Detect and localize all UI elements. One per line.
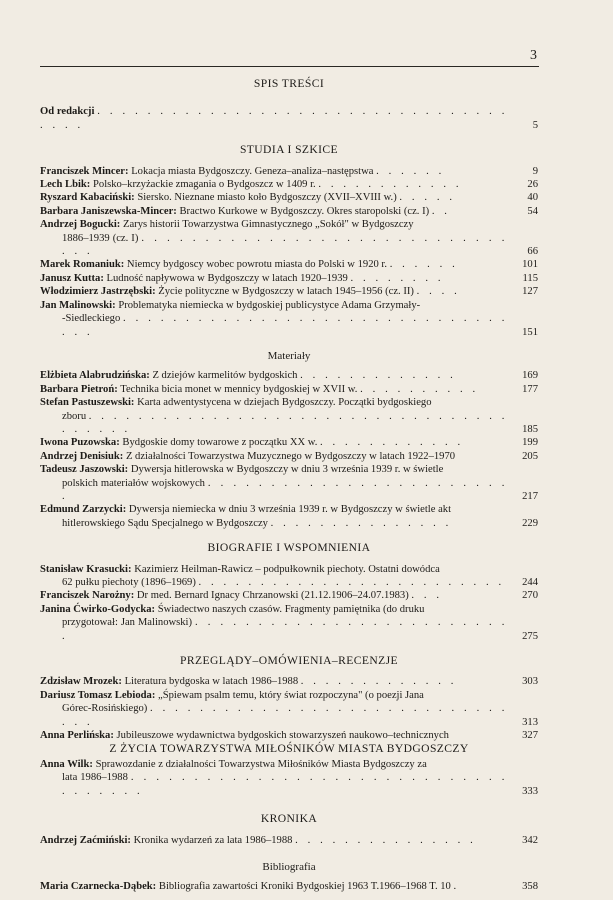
entry-leader-dots: . . . . . . . . . . . . . . . . . . . . . . . . .: [62, 477, 508, 502]
entry-author: Edmund Zarzycki:: [40, 504, 127, 516]
toc-entry: [40, 729, 538, 742]
entry-page: 358: [522, 881, 538, 893]
entry-title: Z działalności Towarzystwa Muzycznego w Bydgoszczy w latach 1922–1970: [125, 450, 456, 462]
entry-author: Elżbieta Alabrudzińska:: [40, 370, 150, 382]
entry-title: Bractwo Kurkowe w Bydgoszczy. Okres staropolski (cz. I): [179, 205, 430, 217]
entry-title-continuation: [40, 410, 508, 437]
toc-entry: [40, 880, 538, 893]
entry-title-continuation-text: przygotował: Jan Malinowski): [62, 617, 193, 629]
entry-page: 26: [527, 179, 538, 191]
toc-entry: [40, 758, 538, 798]
entry-title: Z dziejów karmelitów bydgoskich: [152, 370, 298, 382]
entries-zycie: [40, 758, 538, 798]
entry-page: 177: [522, 383, 538, 395]
toc-entry: [40, 450, 538, 463]
section-zycie: [40, 742, 538, 798]
entry-author: Dariusz Tomasz Lebioda:: [40, 689, 156, 701]
toc-entry: [40, 165, 538, 178]
toc-entry: [40, 396, 538, 436]
toc-entry: [40, 218, 538, 258]
entry-title-continuation-text: Górec-Rosińskiego): [62, 703, 148, 715]
entry-page: 270: [522, 590, 538, 602]
entry-page: 185: [522, 423, 538, 435]
entry-page: 333: [522, 785, 538, 797]
entry-title: Technika bicia monet w mennicy bydgoskiej w XVII w.: [120, 383, 358, 395]
entries-studia: [40, 165, 538, 339]
entry-leader-dots: . .: [431, 205, 451, 217]
entry-title-continuation: [40, 232, 508, 259]
section-heading-biografie: BIOGRAFIE I WSPOMNIENIA: [207, 541, 371, 555]
entry-author: Stanisław Krasucki:: [40, 563, 132, 575]
entry-leader-dots: . . . . . . . . . . . . . . . . . . . . . . . . . . . . . . . .: [62, 703, 508, 728]
entry-author: Maria Czarnecka-Dąbek:: [40, 881, 157, 893]
entries-bibliografia: [40, 880, 538, 893]
toc-entry: [40, 603, 538, 643]
entry-leader-dots: . . . . .: [399, 192, 456, 204]
entry-author: Janusz Kutta:: [40, 272, 104, 284]
entry-author: Barbara Janiszewska-Mincer:: [40, 205, 177, 217]
entry-leader-dots: . . . . . . . . . . . . . . .: [295, 834, 477, 846]
section-bibliografia: [40, 861, 538, 894]
entry-page: 275: [522, 630, 538, 642]
toc-entry-intro: [40, 105, 538, 132]
toc-entry: [40, 383, 538, 396]
entry-title-continuation: [40, 477, 508, 504]
entry-leader-dots: . . . . . . . . . . . . . . . . . . . . . . . . . .: [62, 617, 508, 642]
entry-author: Włodzimierz Jastrzębski:: [40, 286, 156, 298]
entry-leader-dots: . . . . . . . . . .: [360, 383, 479, 395]
entry-page: 5: [532, 119, 538, 131]
section-przeglady: [40, 654, 538, 742]
section-heading-materialy: Materiały: [267, 349, 311, 362]
toc-entry: [40, 285, 538, 298]
toc-entry: [40, 463, 538, 503]
entry-title-continuation-text: 62 pułku piechoty (1896–1969): [62, 577, 196, 588]
entry-page: 342: [522, 834, 538, 846]
entry-author: Anna Perlińska:: [40, 730, 114, 742]
entry-title-continuation: [40, 616, 508, 643]
entry-author: Zdzisław Mrozek:: [40, 676, 122, 688]
entry-title: Literatura bydgoska w latach 1986–1988: [124, 676, 299, 688]
entry-title: Dr med. Bernard Ignacy Chrzanowski (21.12.1906–24.07.1983): [136, 590, 409, 602]
entry-title: Kronika wydarzeń za lata 1986–1988: [133, 834, 293, 846]
entry-leader-dots: . . . . . .: [389, 259, 459, 271]
entry-title: Siersko. Nieznane miasto koło Bydgoszczy (XVII–XVIII w.): [137, 192, 397, 204]
toc-entry: [40, 178, 538, 191]
toc-entry: [40, 503, 538, 530]
entry-title-continuation-text: -Siedleckiego: [62, 313, 121, 325]
section-heading-kronika: KRONIKA: [260, 812, 318, 826]
entry-leader-dots: . . . .: [416, 286, 461, 298]
entry-page: 313: [522, 716, 538, 728]
entry-title-continuation-text: 1886–1939 (cz. I): [62, 232, 139, 244]
entry-author: Tadeusz Jaszowski:: [40, 464, 129, 476]
entry-leader-dots: . . . . . . . . . . . . .: [300, 676, 458, 688]
entry-author: Andrzej Denisiuk:: [40, 450, 124, 462]
entry-leader-dots: . . . . . . . . . . . . . . . . . . . . . . . . . . . . . . . . . . . . . . . .: [62, 410, 508, 435]
entry-title-continuation: [40, 517, 508, 530]
entry-title: Dywersja hitlerowska w Bydgoszczy w dniu 3 września 1939 r. w świetle: [130, 464, 444, 476]
entry-title: Ludność napływowa w Bydgoszczy w latach 1920–1939: [106, 272, 348, 284]
entry-leader-dots: . . . . . . . . . . . .: [320, 437, 464, 449]
entry-page: 169: [522, 370, 538, 382]
entry-author: Andrzej Bogucki:: [40, 219, 121, 231]
toc-entry: [40, 436, 538, 449]
section-heading-bibliografia: Bibliografia: [262, 860, 316, 873]
toc-entry: [40, 834, 538, 847]
entry-title-continuation: [40, 312, 508, 339]
entry-page: 9: [532, 165, 538, 177]
section-materialy: [40, 350, 538, 530]
entry-title: Sprawozdanie z działalności Towarzystwa Miłośników Miasta Bydgoszczy za: [95, 758, 427, 770]
toc-entry: [40, 272, 538, 285]
entry-leader-dots: . . . . . . . . . . . . . . . . . . . . . . . . . . . . . . . . . .: [62, 313, 508, 338]
entries-biografie: [40, 563, 538, 643]
entry-title: Jubileuszowe wydawnictwa bydgoskich stowarzyszeń naukowo–technicznych: [116, 730, 449, 742]
entry-label: Od redakcji: [40, 106, 95, 118]
section-heading-studia: STUDIA I SZKICE: [239, 143, 339, 157]
section-heading-zycie: Z ŻYCIA TOWARZYSTWA MIŁOŚNIKÓW MIASTA BYDGOSZCZY: [109, 742, 469, 756]
entry-author: Franciszek Narożny:: [40, 590, 135, 602]
entry-author: Ryszard Kabaciński:: [40, 192, 135, 204]
entry-author: Janina Ćwirko-Godycka:: [40, 603, 156, 615]
section-heading-przeglady: PRZEGLĄDY–OMÓWIENIA–RECENZJE: [180, 654, 398, 668]
entry-author: Andrzej Zaćmiński:: [40, 834, 131, 846]
entry-page: 205: [522, 450, 538, 462]
entry-leader-dots: . . . . . . . . . . . . . . . . . . . . . . . . . . . . . . . . . . . . .: [62, 772, 508, 797]
entry-title: Karta adwentystycena w dziejach Bydgoszczy. Początki bydgoskiego: [137, 397, 432, 409]
header-rule: [40, 66, 539, 67]
entry-page: 101: [522, 259, 538, 271]
toc-entry: [40, 369, 538, 382]
entry-page: 54: [527, 205, 538, 217]
entry-title-continuation-text: hitlerowskiego Sądu Specjalnego w Bydgoszczy: [62, 517, 268, 529]
entry-leader-dots: . . . . . . . . . . . . . . . . . . . . . . . . .: [198, 577, 505, 588]
entry-title: Kazimierz Heilman-Rawicz – podpułkownik piechoty. Ostatni dowódca: [134, 563, 440, 575]
section-studia: [40, 143, 538, 339]
entry-page: 127: [522, 286, 538, 298]
entry-author: Iwona Puzowska:: [40, 437, 120, 449]
entry-leader-dots: . . . . . . . . . . . . . . .: [270, 517, 452, 529]
toc-entry: [40, 563, 538, 590]
entry-title-continuation: [40, 771, 508, 798]
entry-author: Marek Romaniuk:: [40, 259, 125, 271]
entry-leader-dots: . . . . . . . . . . . . . . . . . . . . . . . . . . . . . . . .: [62, 232, 508, 258]
section-biografie: [40, 541, 538, 643]
entry-author: Stefan Pastuszewski:: [40, 397, 135, 409]
entry-leader-dots: . . . . . . . . . . . . . . . . . . . . . . . . . . . . . . . . . . . . .: [40, 106, 508, 131]
toc-title: SPIS TREŚCI: [253, 77, 325, 90]
toc-entry: [40, 689, 538, 729]
entry-title-continuation-text: polskich materiałów wojskowych: [62, 477, 205, 489]
toc-entry: [40, 299, 538, 339]
entry-title: Świadectwo naszych czasów. Fragmenty pamiętnika (do druku: [157, 603, 425, 615]
entry-title: Życie polityczne w Bydgoszczy w latach 1945–1956 (cz. II): [158, 286, 414, 298]
entry-page: 151: [522, 326, 538, 338]
entry-title: Dywersja niemiecka w dniu 3 września 1939 r. w Bydgoszczy w świetle akt: [128, 504, 452, 516]
toc-entry: [40, 675, 538, 688]
toc-entry: [40, 258, 538, 271]
entry-leader-dots: . . . . . . . .: [350, 272, 445, 284]
table-of-contents: [40, 77, 538, 894]
entry-leader-dots: . . . . . . . . . . . . .: [300, 370, 457, 382]
entry-page: 229: [522, 517, 538, 529]
entry-page: 217: [522, 490, 538, 502]
toc-entry: [40, 205, 538, 218]
entry-page: 327: [522, 730, 538, 742]
entry-author: Lech Lbik:: [40, 179, 91, 191]
entry-title-continuation: [40, 702, 508, 729]
entry-title-continuation-text: lata 1986–1988: [62, 772, 128, 784]
entry-title: Niemcy bydgoscy wobec powrotu miasta do Polski w 1920 r.: [126, 259, 388, 271]
entries-materialy: [40, 369, 538, 530]
section-kronika: [40, 812, 538, 847]
entry-title-continuation: [40, 576, 508, 589]
entry-title: Lokacja miasta Bydgoszczy. Geneza–analiza–następstwa: [131, 165, 374, 177]
entry-author: Barbara Pietroń:: [40, 383, 118, 395]
entry-leader-dots: . . . . . . . . . . . .: [318, 179, 463, 191]
entry-author: Jan Malinowski:: [40, 299, 116, 311]
entry-author: Anna Wilk:: [40, 758, 93, 770]
entry-page: 115: [522, 272, 538, 284]
entry-leader-dots: . . .: [411, 590, 443, 602]
entry-page: 244: [522, 577, 538, 588]
entry-leader-dots: .: [453, 881, 460, 893]
toc-entry: [40, 589, 538, 602]
entries-kronika: [40, 834, 538, 847]
entries-przeglady: [40, 675, 538, 742]
page-number: 3: [530, 48, 537, 63]
entry-page: 66: [527, 246, 538, 258]
entry-author: Franciszek Mincer:: [40, 165, 129, 177]
entry-page: 199: [522, 437, 538, 449]
entry-title-continuation-text: zboru: [62, 410, 87, 422]
entry-title: „Śpiewam psalm temu, który świat rozpoczyna" (o poezji Jana: [158, 689, 424, 701]
entry-title: Bydgoskie domy towarowe z początku XX w.: [122, 437, 318, 449]
entry-title: Problematyka niemiecka w bydgoskiej publicystyce Adama Grzymały-: [118, 299, 421, 311]
entry-leader-dots: . . . . . .: [376, 165, 445, 177]
entry-page: 303: [522, 676, 538, 688]
entry-title: Polsko–krzyżackie zmagania o Bydgoszcz w 1409 r.: [93, 179, 316, 191]
entry-page: 40: [527, 192, 538, 204]
entry-title: Bibliografia zawartości Kroniki Bydgoskiej 1963 T.1966–1968 T. 10: [158, 881, 451, 893]
toc-entry: [40, 191, 538, 204]
entry-title: Zarys historii Towarzystwa Gimnastycznego „Sokół" w Bydgoszczy: [123, 219, 414, 231]
